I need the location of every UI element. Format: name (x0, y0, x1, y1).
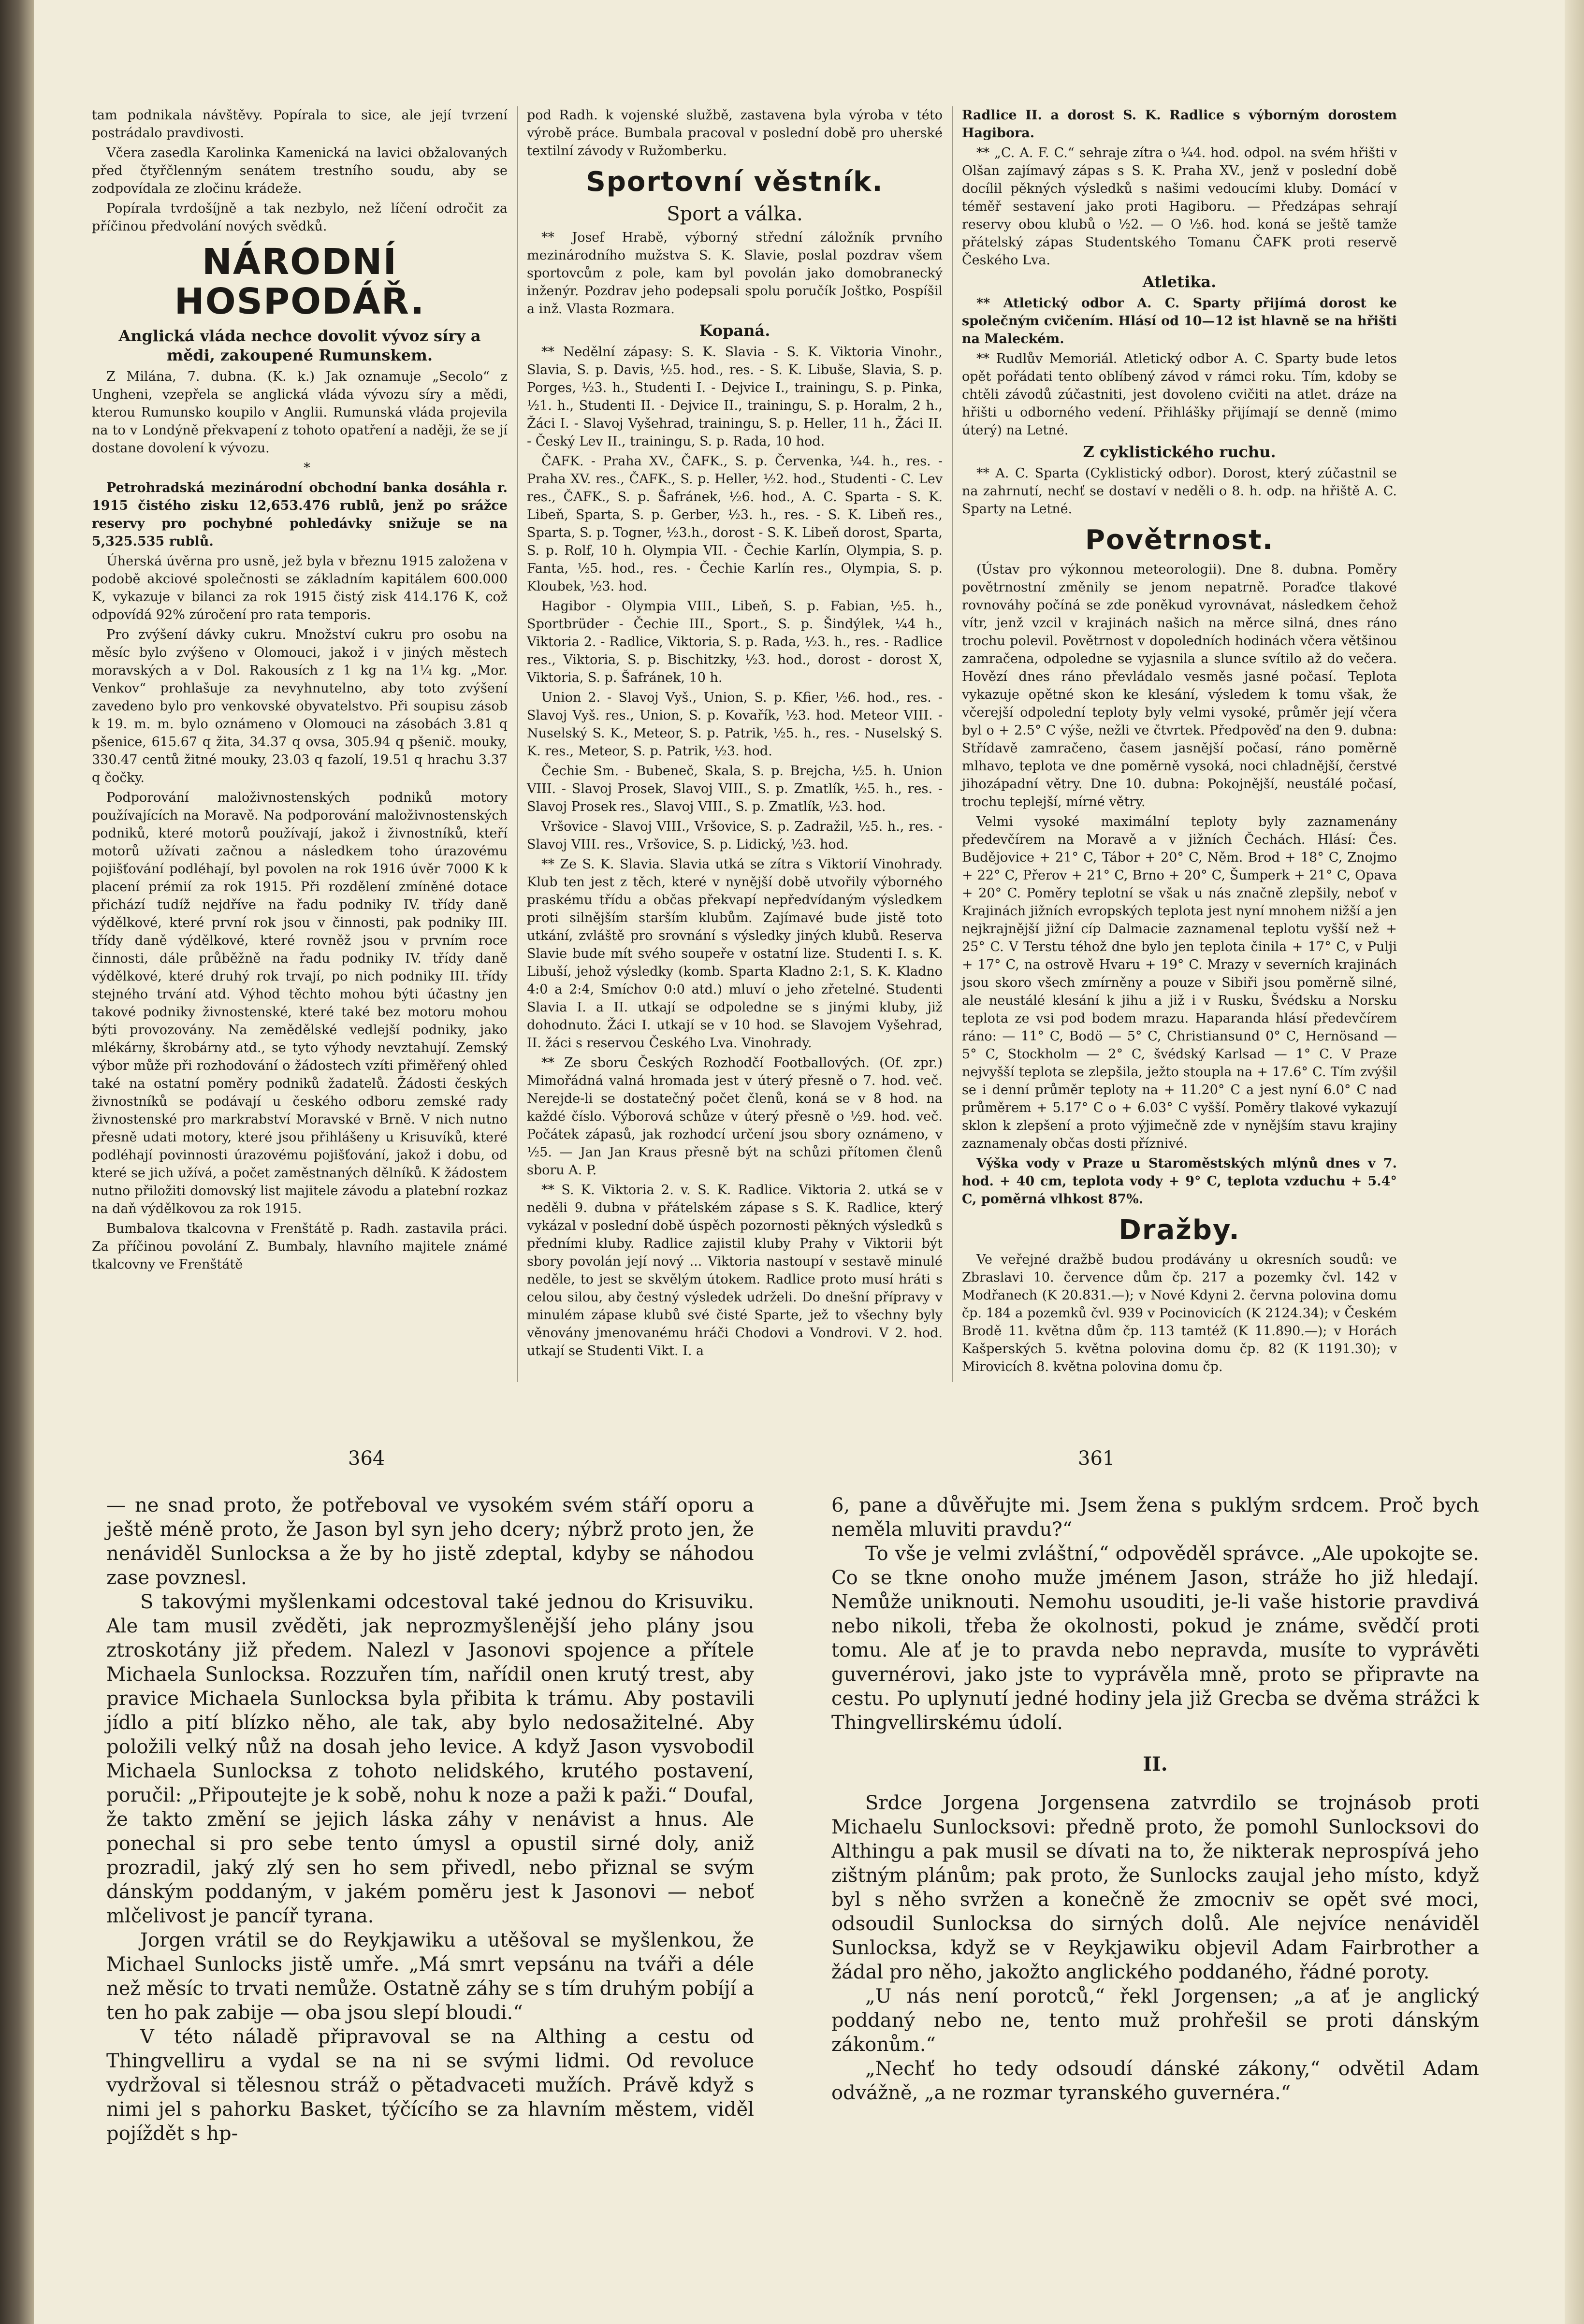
paragraph: ** „C. A. F. C.“ sehraje zítra o ¼4. hod. odpol. na svém hřišti v Olšan zajímavý zápas s S. K. Praha XV., jenž v poslední době docílil pěkných výsledků s našimi vedoucími kluby. Domácí v téměř sestavení jako proti Hagiboru. — Předzápas sehrají reservy obou klubů o ½2. — O ½6. hod. koná se ještě tamže přátelský zápas Studentského Tomanu ČAFK proti reservě Českého Lva. (962, 145, 1397, 268)
newspaper-column-1 (92, 106, 508, 1275)
paragraph: ** Atletický odbor A. C. Sparty přijímá dorost ke společným cvičením. Hlásí od 10—12 ist hlavně se na hřišti na Maleckém. (962, 296, 1397, 346)
newspaper-column-2 (527, 106, 943, 1362)
paragraph: Ve veřejné dražbě budou prodávány u okresních soudů: ve Zbraslavi 10. července dům čp. 217 a pozemky čvl. 142 v Modřanech (K 20.831.—); v Nové Kdyni 2. června polovina domu čp. 184 a pozemků čvl. 939 v Pocinovicích (K 2124.34); v Českém Brodě 11. května dům čp. 113 tamtéž (K 11.890.—); v Horách Kašperských 5. května polovina domu čp. 82 (K 1191.30); v Mirovicích 8. května polovina domu čp. (962, 1252, 1397, 1374)
subheading-atletika: Atletika. (1142, 273, 1217, 291)
paragraph: ** Ze S. K. Slavia. Slavia utká se zítra s Viktorií Vinohrady. Klub ten jest z těch, které v nynější době utvořily výborného praskému třídu a občas překvapí nepředvídaným výsledkem proti silnějším starším klubům. Zajímavé bude jistě toto utkání, zvláště pro srovnání s výsledky jiných klubů. Reserva Slavie bude mít svého soupeře v ostatní lize. Studenti I. s. K. Libuší, jehož výsledky (komb. Sparta Kladno 2:1, S. K. Kladno 4:0 a 2:4, Smíchov 0:0 atd.) mluví o jeho zřetelné. Studenti Slavia I. a II. utkají se odpoledne se s jinými kluby, již dohodnuto. Žáci I. utkají se v 10 hod. se Slavojem Vyšehrad, II. žáci s reservou Českého Lva. Vinohrady. (527, 857, 943, 1051)
paragraph: Radlice II. a dorost S. K. Radlice s výborným dorostem Hagibora. (962, 108, 1397, 141)
novel-paragraph: — ne snad proto, že potřeboval ve vysokém svém stáří oporu a ještě méně proto, že Jason byl syn jeho dcery; nýbrž proto jen, že nenáviděl Sunlocksa a že by ho jistě zdeptal, kdyby se náhodou zase povznesl. (106, 1494, 754, 1589)
page-number-left: 364 (348, 1447, 385, 1470)
section-heading-drazby: Dražby. (1119, 1214, 1240, 1246)
paragraph: ČAFK. - Praha XV., ČAFK., S. p. Červenka, ¼4. h., res. - Praha XV. res., ČAFK., S. p. Heller, ½2. hod., Studenti - C. Lev res., ČAFK., S. p. Šafránek, ½6. hod., A. C. Sparta - S. K. Libeň, Sparta, S. p. Gerber, ½3. h., res. - S. K. Libeň res., Sparta, S. p. Togner, ½3.h., dorost - S. K. Libeň dorost, Sparta, S. p. Rolf, 10 h. Olympia VII. - Čechie Karlín, Olympia, S. p. Fanta, ½5. hod., res. - Čechie Karlín res., Olympia, S. p. Kloubek, ½3. hod. (527, 454, 943, 594)
section-heading-sportovni-vestnik: Sportovní věstník. (586, 166, 884, 198)
column-rule (517, 106, 518, 1382)
paragraph: Podporování maloživnostenských podniků motory používajících na Moravě. Na podporování maloživnostenských podniků, které motorů používají, jakož i živnostníků, kteří motorů užívati začnou a následkem toho úrazovému pojišťování podléhají, byl povolen na rok 1916 úvěr 7000 K k placení prémií za rok 1915. Při rozdělení zmíněné dotace přichází tudíž nejdříve na řadu podniky IV. třídy daně výdělkové, které první rok jsou v činnosti, pak podniky III. třídy daně výdělkové, které rovněž jsou v prvním roce činnosti, dále průběžně na řadu podniky IV. třídy daně výdělkové, které druhý rok trvají, po nich podniky III. třídy stejného trvání atd. Výhod těchto mohou býti účastny jen takové podniky živnostenské, které také bez motoru mohou býti provozovány. Na zemědělské vedlejší podniky, jako mlékárny, škrobárny atd., se tyto výhody nevztahují. Zemský výbor může při rozhodování o žádostech vzíti přiměřený ohled také na ostatní poměry podniků žadatelů. Žádosti českých živnostníků se podávají u českého odboru zemské rady živnostenské pro markrabství Moravské v Brně. V nich nutno přesně udati motory, které jsou přihlášeny u Krisuvíků, které podléhají povinnosti úrazovému pojišťování, jakož i dobu, od které se jich užívá, a počet zaměstnaných dělníků. K žádostem nutno přiložiti domovský list majitele závodu a platební rozkaz na daň výdělkovou za rok 1915. (92, 790, 508, 1216)
novel-paragraph: Jorgen vrátil se do Reykjawiku a utěšoval se myšlenkou, že Michael Sunlocks jistě umře. „Má smrt vepsánu na tváři a déle než měsíc to trvati nemůže. Ostatně záhy se s tím druhým pobíjí a ten ho pak zabije — oba jsou slepí bloudi.“ (106, 1929, 754, 2024)
paragraph: (Ústav pro výkonnou meteorologii). Dne 8. dubna. Poměry povětrnostní změnily se jenom nepatrně. Poraďce tlakové rovnováhy počíná se zde poněkud vyrovnávat, následkem čehož vítr, jenž vzcil v krajinách našich na měrce silná, dnes ráno trochu polevil. Povětrnost v dopoledních hodinách včera většinou zamračena, odpoledne se vyjasnila a slunce svítilo až do večera. Hovězí dnes ráno převládalo vesměs jasné počasí. Teplota vykazuje opětné skon ke klesání, výsledem k tomu však, že včerejší odpolední teploty byly velmi vysoké, průměr její včera byl o + 2.5° C výše, nežli ve čtvrtek. Předpověď na den 9. dubna: Střídavě zamračeno, časem jasnější počasí, ráno poměrně mlhavo, teplota ve dne poměrně vysoká, noci chladnější, čerstvé jihozápadní větry. Dne 10. dubna: Pokojnější, neustálé počasí, trochu teplejší, mírné větry. (962, 562, 1397, 809)
paragraph: ** S. K. Viktoria 2. v. S. K. Radlice. Viktoria 2. utká se v neděli 9. dubna v přátelském zápase s S. K. Radlice, který vykázal v poslední době úspěch pozornosti pěkných výsledků s předními kluby. Radlice zajistil kluby Prahy v Viktorii být sbory povolán její nový ... Viktoria nastoupí v sestavě minulé neděle, to jest se skvělým útokem. Radlice proto musí hráti s celou silou, aby čestný výsledek udrželi. Do dnešní přípravy v minulém zápase klubů své čisté Sparte, jež to všechny byly věnovány jmenovanému hráči Chodovi a Vondrovi. V 2. hod. utkají se Studenti Vikt. I. a (527, 1183, 943, 1358)
article-headline: Anglická vláda nechce dovolit vývoz síry a mědi, zakoupené Rumunskem. (118, 327, 481, 364)
paragraph: Čechie Sm. - Bubeneč, Skala, S. p. Brejcha, ½5. h. Union VIII. - Slavoj Prosek, Slavoj VIII., S. p. Zmatlík, ½5. h., res. - Slavoj Prosek res., Slavoj VIII., S. p. Zmatlík, ½3. hod. (527, 764, 943, 814)
paragraph: Bumbalova tkalcovna v Frenštátě p. Radh. zastavila práci. Za příčinou povolání Z. Bumbaly, hlavního majitele známé tkalcovny ve Frenštátě (92, 1221, 508, 1272)
paragraph: Úherská úvěrna pro usně, jež byla v březnu 1915 založena v podobě akciové společnosti se základním kapitálem 600.000 K, vykazuje v bilanci za rok 1915 čistý zisk 414.176 K, což odpovídá 92% zúročení pro rata temporis. (92, 554, 508, 622)
separator-star: * (304, 461, 310, 476)
novel-column-right (831, 1493, 1479, 2105)
novel-paragraph: „Nechť ho tedy odsoudí dánské zákony,“ odvětil Adam odvážně, „a ne rozmar tyranského guvernéra.“ (831, 2058, 1479, 2104)
subheading-cyklistika: Z cyklistického ruchu. (1083, 443, 1276, 461)
novel-paragraph: V této náladě připravoval se na Althing a cestu od Thingvelliru a vydal se na ni se svými lidmi. Od revoluce vydržoval si tělesnou stráž o pětadvaceti mužích. Právě když s nimi jel s pahorku Basket, týčícího se za hlavním městem, viděl pojíždět s hp- (106, 2026, 754, 2145)
paragraph: Z Milána, 7. dubna. (K. k.) Jak oznamuje „Secolo“ z Ungheni, vzepřela se anglická vláda vývozu síry a mědi, kterou Rumunsko koupilo v Anglii. Rumunská vláda projevila na to v Londýně překvapení z tohoto opatření a naději, že se jí dostane dovolení k vývozu. (92, 369, 508, 456)
paragraph: Pro zvýšení dávky cukru. Množství cukru pro osobu na měsíc bylo zvýšeno v Olomouci, jakož i v jiných městech moravských a v Dol. Rakousích z 1 kg na 1¼ kg. „Mor. Venkov“ prohlašuje za nevyhnutelno, aby toto zvýšení zavedeno bylo pro venkovské obyvatelstvo. Při soupisu zásob k 19. m. m. bylo oznámeno v Olomouci na zásobách 3.81 q pšenice, 615.67 q žita, 34.37 q ovsa, 305.94 q pšenič. mouky, 330.47 centů žitné mouky, 23.03 q fazolí, 19.51 q hrachu 3.37 q čočky. (92, 627, 508, 785)
paragraph: Včera zasedla Karolinka Kamenická na lavici obžalovaných před čtyřčlenným senátem trestního soudu, aby se zodpovídala ze zločinu krádeže. (92, 145, 508, 196)
section-heading-povetrnost: Povětrnost. (1085, 524, 1274, 556)
page-edge (1565, 0, 1584, 2324)
paragraph: Petrohradská mezinárodní obchodní banka dosáhla r. 1915 čistého zisku 12,653.476 rublů, jenž po srážce reservy pro pochybné pohledávky snižuje se na 5,325.535 rublů. (92, 480, 508, 549)
newspaper-column-3 (962, 106, 1397, 1378)
subheading-sport-a-valka: Sport a válka. (667, 203, 803, 225)
novel-paragraph: S takovými myšlenkami odcestoval také jednou do Krisuviku. Ale tam musil zvěděti, jak neprozmyšlenější jeho plány jsou ztroskotány již předem. Nalezl v Jasonovi spojence a přítele Michaela Sunlocksa. Rozzuřen tím, nařídil onen krutý trest, aby pravice Michaela Sunlocksa byla přibita k trámu. Aby postavili jídlo a pití blízko něho, ale tak, aby bylo nedosažitelné. Aby položili velký nůž na dosah jeho levice. A když Jason vysvobodil Michaela Sunlocksa z tohoto nelidského, krutého postavení, poručil: „Připoutejte je k sobě, nohu k noze a paži k paži.“ Doufal, že takto změní se jejich láska záhy v nenávist a hnus. Ale ponechal si pro sebe tento úmysl a opustil sirné doly, aniž prozradil, jaký zlý sen ho sem přivedl, nebo přiznal se svým dánským poddaným, v jakém poměru jest k Jasonovi — neboť mlčelivost je pancíř tyrana. (106, 1591, 754, 1927)
page-number-right: 361 (1078, 1447, 1115, 1470)
column-rule (952, 106, 953, 1382)
paragraph: Popírala tvrdošíjně a tak nezbylo, než líčení odročit za příčinou předvolání nových svědků. (92, 201, 508, 234)
paragraph: pod Radh. k vojenské službě, zastavena byla výroba v této výrobě práce. Bumbala pracoval v poslední době pro uherské textilní závody v Ružomberku. (527, 108, 943, 159)
paragraph: tam podnikala návštěvy. Popírala to sice, ale její tvrzení postrádalo pravdivosti. (92, 108, 508, 141)
paragraph: Union 2. - Slavoj Vyš., Union, S. p. Kfier, ½6. hod., res. - Slavoj Vyš. res., Union, S. p. Kovařík, ½3. hod. Meteor VIII. - Nuselský S. K., Meteor, S. p. Patrik, ½5. h., res. - Nuselský S. K. res., Meteor, S. p. Patrik, ½3. hod. (527, 690, 943, 759)
paragraph: ** Rudlův Memoriál. Atletický odbor A. C. Sparty bude letos opět pořádati tento oblíbený závod v rámci roku. Tím, kdoby se chtěli závodů zúčastniti, jest dovoleno cvičiti na atlet. dráze na hřišti u odborného vedení. Přihlášky přijímají se denně (mimo úterý) na Letné. (962, 351, 1397, 438)
scanned-page (77, 106, 1527, 2300)
paragraph: Výška vody v Praze u Staroměstských mlýnů dnes v 7. hod. + 40 cm, teplota vody + 9° C, teplota vzduchu + 5.4° C, poměrná vlhkost 87%. (962, 1156, 1397, 1207)
book-spine (0, 0, 34, 2324)
paragraph: Hagibor - Olympia VIII., Libeň, S. p. Fabian, ½5. h., Sportbrüder - Čechie III., Sport., S. p. Šindýlek, ¼4 h., Viktoria 2. - Radlice, Viktoria, S. p. Rada, ½3. h., res. - Radlice res., Viktoria, S. p. Bischitzky, ½3. hod., dorost - dorost X, Viktoria, S. p. Šafránek, 10 h. (527, 599, 943, 685)
novel-column-left (106, 1493, 754, 2146)
paragraph: Vršovice - Slavoj VIII., Vršovice, S. p. Zadražil, ½5. h., res. - Slavoj VIII. res., Vršovice, S. p. Lidický, ½3. hod. (527, 819, 943, 852)
section-heading-narodni-hospodar: NÁRODNÍ HOSPODÁŘ. (174, 241, 425, 322)
novel-paragraph: To vše je velmi zvláštní,“ odpověděl správce. „Ale upokojte se. Co se tkne onoho muže jménem Jason, stráže ho již hledají. Nemůže uniknouti. Nemohu usouditi, je-li vaše historie pravdivá nebo nikoli, třeba že okolnosti, pokud je známe, svědčí proti tomu. Ale ať je to pravda nebo nepravda, musíte to vyprávěti guvernérovi, jako jste to vyprávěla mně, proto se připravte na cestu. Po uplynutí jedné hodiny jela již Grecba se dvěma strážci k Thingvellirskému údolí. (831, 1543, 1479, 1734)
paragraph: Velmi vysoké maximální teploty byly zaznamenány předevčírem na Moravě a v jižních Čechách. Hlásí: Čes. Budějovice + 21° C, Tábor + 20° C, Něm. Brod + 18° C, Znojmo + 22° C, Přerov + 21° C, Brno + 20° C, Šumperk + 21° C, Opava + 20° C. Poměry teplotní se však u nás značně zlepšily, neboť v Krajinách jižních evropských teplota jest nyní mnohem nižší a jen nejkrajnější jižní cíp Dalmacie zaznamenal teplotu vyšší než + 25° C. V Terstu téhož dne bylo jen teplota činila + 17° C, v Pulji + 17° C, na ostrově Hvaru + 19° C. Mrazy v severních krajinách jsou skoro všech zmírněny a pouze v Sibiři jsou poměrně silné, ale neustálé klesání k jihu a již i v Rusku, Švédsku a Norsku teplota ze vsi pod bodem mrazu. Haparanda hlásí předevčírem ráno: — 11° C, Bodö — 5° C, Christiansund 0° C, Hernösand — 5° C, Stockholm — 2° C, švédský Karlsad — 1° C. V Praze nejvyšší teplota se zlepšila, ježto stoupla na + 17.6° C. Tím zvýšil se i denní průměr teploty na + 11.20° C a jest nyní 6.0° C nad průměrem + 5.17° C o + 6.03° C vyšší. Poměry tlakové vykazují sklon k zlepšení a proto výjimečně zde v nynějším stavu krajiny zaznamenaly občas dosti příznivé. (962, 814, 1397, 1151)
paragraph: ** Ze sboru Českých Rozhodčí Footballových. (Of. zpr.) Mimořádná valná hromada jest v úterý přesně o 7. hod. več. Nerejde-li se dostatečný počet členů, koná se v 8 hod. na každé číslo. Výborová schůze v úterý přesně o ½9. hod. več. Počátek zápasů, jak rozhodcí určení jsou sbory oznámeno, v ½5. — Jan Jan Kraus přesně být na schůzi přítomen členů sboru A. P. (527, 1055, 943, 1178)
paragraph: ** Josef Hrabě, výborný střední záložník prvního mezinárodního mužstva S. K. Slavie, poslal pozdrav všem sportovcům z pole, kam byl povolán jako domobranecký inženýr. Pozdrav jeho podepsali spolu poručík Joštko, Pospíšil a inž. Vlasta Rozmara. (527, 230, 943, 317)
paragraph: ** Nedělní zápasy: S. K. Slavia - S. K. Viktoria Vinohr., Slavia, S. p. Davis, ½5. hod., res. - S. K. Libuše, Slavia, S. p. Porges, ½3. h., Studenti I. - Dejvice I., trainingu, S. p. Pinka, ½1. h., Studenti II. - Dejvice II., trainingu, S. p. Horalm, 2 h., Žáci I. - Slavoj Vyšehrad, trainingu, S. p. Heller, 11 h., Žáci II. - Český Lev II., trainingu, S. p. Rada, 10 hod. (527, 345, 943, 449)
chapter-number: II. (1143, 1753, 1168, 1775)
paragraph: ** A. C. Sparta (Cyklistický odbor). Dorost, který zúčastnil se na zahrnutí, nechť se dostaví v neděli o 8. h. odp. na hřiště A. C. Sparty na Letné. (962, 466, 1397, 517)
novel-paragraph: 6, pane a důvěřujte mi. Jsem žena s puklým srdcem. Proč bych neměla mluviti pravdu?“ (831, 1494, 1479, 1541)
novel-paragraph: Srdce Jorgena Jorgensena zatvrdilo se trojnásob proti Michaelu Sunlocksovi: předně proto, že pomohl Sunlocksovi do Althingu a pak musil se dívati na to, že nikterak neprospívá jeho zištným plánům; pak proto, že Sunlocks zaujal jeho místo, když byl s něho svržen a konečně že zmocniv se opět své moci, odsoudil Sunlocksa do sirných dolů. Ale nejvíce nenáviděl Sunlocksa, když se v Reykjawiku objevil Adam Fairbrother a žádal pro něho, jakožto anglického poddaného, řádné poroty. (831, 1792, 1479, 1983)
subheading-kopana: Kopaná. (699, 321, 770, 340)
novel-paragraph: „U nás není porotců,“ řekl Jorgensen; „a ať je anglický poddaný nebo ne, tento muž prohřešil se proti dánským zákonům.“ (831, 1985, 1479, 2056)
